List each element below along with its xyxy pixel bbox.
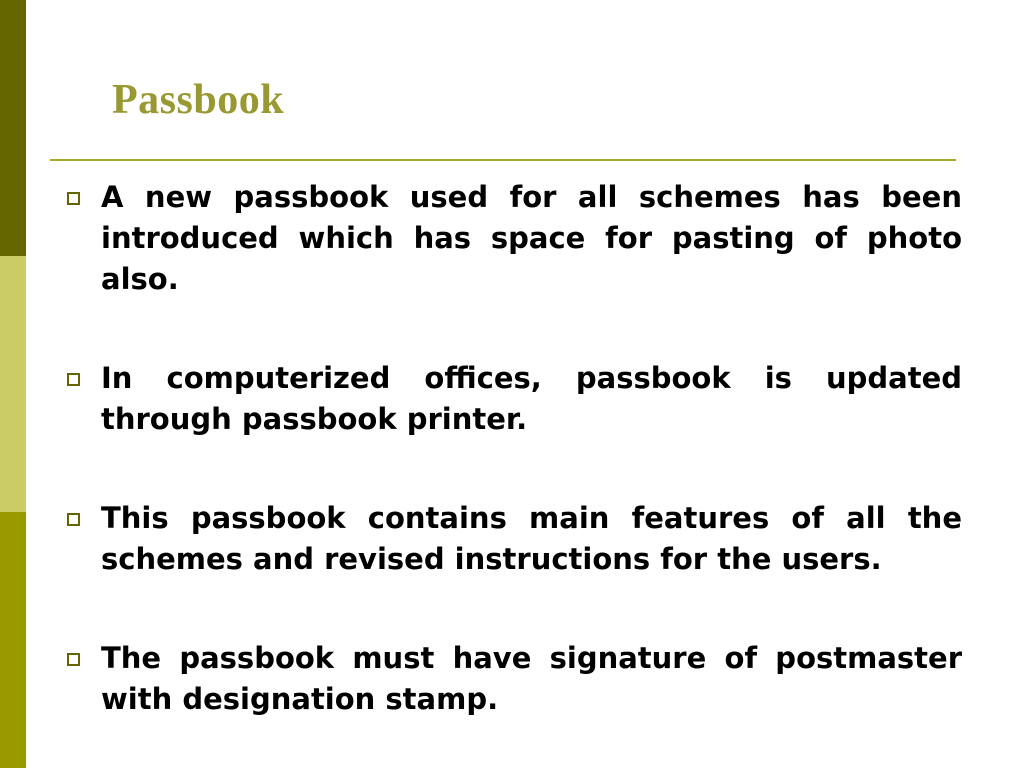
hollow-square-bullet-icon bbox=[67, 653, 80, 666]
decor-bar-top bbox=[0, 0, 26, 256]
bullet-text: This passbook contains main features of all the schemes and revised instructions for the users. bbox=[101, 501, 962, 576]
bullet-item bbox=[62, 358, 962, 440]
bullet-text: In computerized offices, passbook is updated through passbook printer. bbox=[101, 361, 962, 436]
bullet-list bbox=[62, 177, 962, 768]
decor-bar-bottom bbox=[0, 512, 26, 768]
hollow-square-bullet-icon bbox=[67, 373, 80, 386]
hollow-square-bullet-icon bbox=[67, 513, 80, 526]
bullet-item bbox=[62, 498, 962, 580]
slide-title: Passbook bbox=[112, 77, 285, 123]
bullet-text: The passbook must have signature of postmaster with designation stamp. bbox=[101, 641, 962, 716]
bullet-item bbox=[62, 177, 962, 300]
bullet-item bbox=[62, 638, 962, 720]
hollow-square-bullet-icon bbox=[67, 192, 80, 205]
decor-bar-middle bbox=[0, 256, 26, 512]
bullet-text: A new passbook used for all schemes has been introduced which has space for pasting of photo also. bbox=[101, 180, 962, 296]
title-underline bbox=[50, 159, 956, 161]
